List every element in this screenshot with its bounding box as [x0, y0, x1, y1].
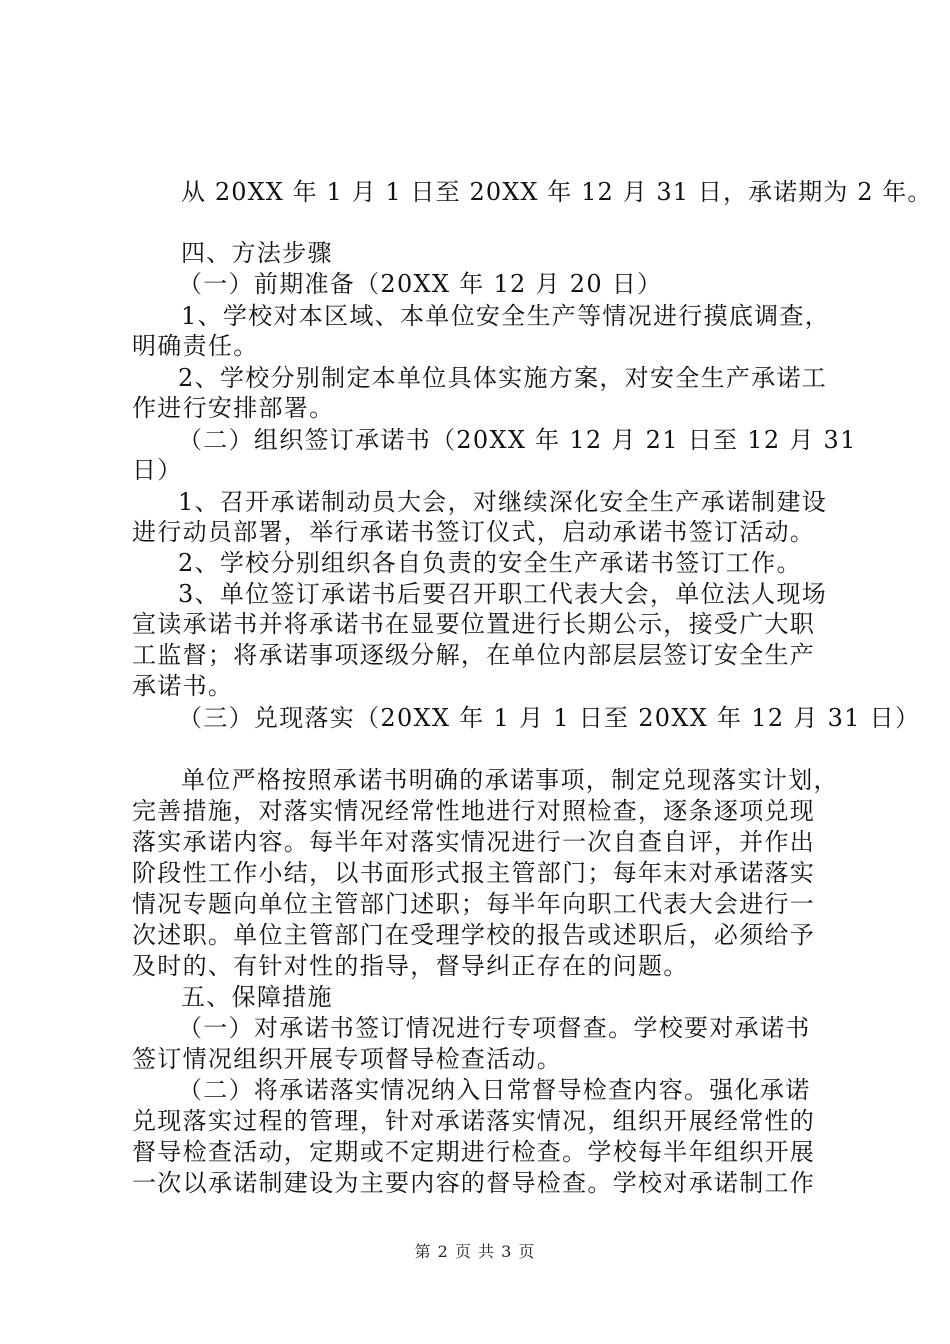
paragraph-line-30: 督导检查活动，定期或不定期进行检查。学校每半年组织开展 [132, 1138, 816, 1166]
paragraph-line-18: 单位严格按照承诺书明确的承诺事项，制定兑现落实计划， [181, 766, 839, 794]
paragraph-line-1: 从 20XX 年 1 月 1 日至 20XX 年 12 月 31 日，承诺期为 2 年。 [181, 178, 933, 206]
paragraph-line-29: 兑现落实过程的管理，针对承诺落实情况，组织开展经常性的 [132, 1107, 816, 1135]
paragraph-line-14: 宣读承诺书并将承诺书在显要位置进行长期公示，接受广大职 [132, 610, 816, 638]
paragraph-line-4: 1、学校对本区域、本单位安全生产等情况进行摸底调查， [181, 302, 831, 330]
paragraph-line-26: （一）对承诺书签订情况进行专项督查。学校要对承诺书 [178, 1014, 811, 1042]
paragraph-line-15: 工监督；将承诺事项逐级分解，在单位内部层层签订安全生产 [132, 641, 816, 669]
paragraph-line-28: （二）将承诺落实情况纳入日常督导检查内容。强化承诺 [178, 1076, 811, 1104]
paragraph-line-20: 落实承诺内容。每半年对落实情况进行一次自查自评，并作出 [132, 828, 816, 856]
section-heading-4: 四、方法步骤 [181, 239, 333, 267]
paragraph-line-10: 1、召开承诺制动员大会，对继续深化安全生产承诺制建设 [178, 488, 828, 516]
paragraph-line-6: 2、学校分别制定本单位具体实施方案，对安全生产承诺工 [178, 364, 828, 392]
paragraph-line-19: 完善措施，对落实情况经常性地进行对照检查，逐条逐项兑现 [132, 797, 816, 825]
paragraph-line-13: 3、单位签订承诺书后要召开职工代表大会，单位法人现场 [178, 580, 828, 608]
page-footer: 第 2 页 共 3 页 [414, 1242, 536, 1261]
paragraph-line-9: 日） [132, 456, 183, 484]
paragraph-line-11: 进行动员部署，举行承诺书签订仪式，启动承诺书签订活动。 [132, 518, 816, 546]
paragraph-line-31: 一次以承诺制建设为主要内容的督导检查。学校对承诺制工作 [132, 1169, 816, 1197]
paragraph-line-12: 2、学校分别组织各自负责的安全生产承诺书签订工作。 [178, 549, 802, 577]
paragraph-line-23: 次述职。单位主管部门在受理学校的报告或述职后，必须给予 [132, 921, 816, 949]
subsection-heading-1: （一）前期准备（20XX 年 12 月 20 日） [178, 270, 663, 298]
paragraph-line-22: 情况专题向单位主管部门述职；每半年向职工代表大会进行一 [132, 890, 816, 918]
paragraph-line-7: 作进行安排部署。 [132, 394, 335, 422]
subsection-heading-3: （三）兑现落实（20XX 年 1 月 1 日至 20XX 年 12 月 31 日） [178, 704, 921, 732]
subsection-heading-2: （二）组织签订承诺书（20XX 年 12 月 21 日至 12 月 31 [178, 426, 857, 454]
paragraph-line-27: 签订情况组织开展专项督导检查活动。 [132, 1045, 563, 1073]
paragraph-line-5: 明确责任。 [132, 332, 259, 360]
paragraph-line-16: 承诺书。 [132, 672, 234, 700]
section-heading-5: 五、保障措施 [181, 983, 333, 1011]
paragraph-line-24: 及时的、有针对性的指导，督导纠正存在的问题。 [132, 952, 689, 980]
paragraph-line-21: 阶段性工作小结，以书面形式报主管部门；每年末对承诺落实 [132, 859, 816, 887]
